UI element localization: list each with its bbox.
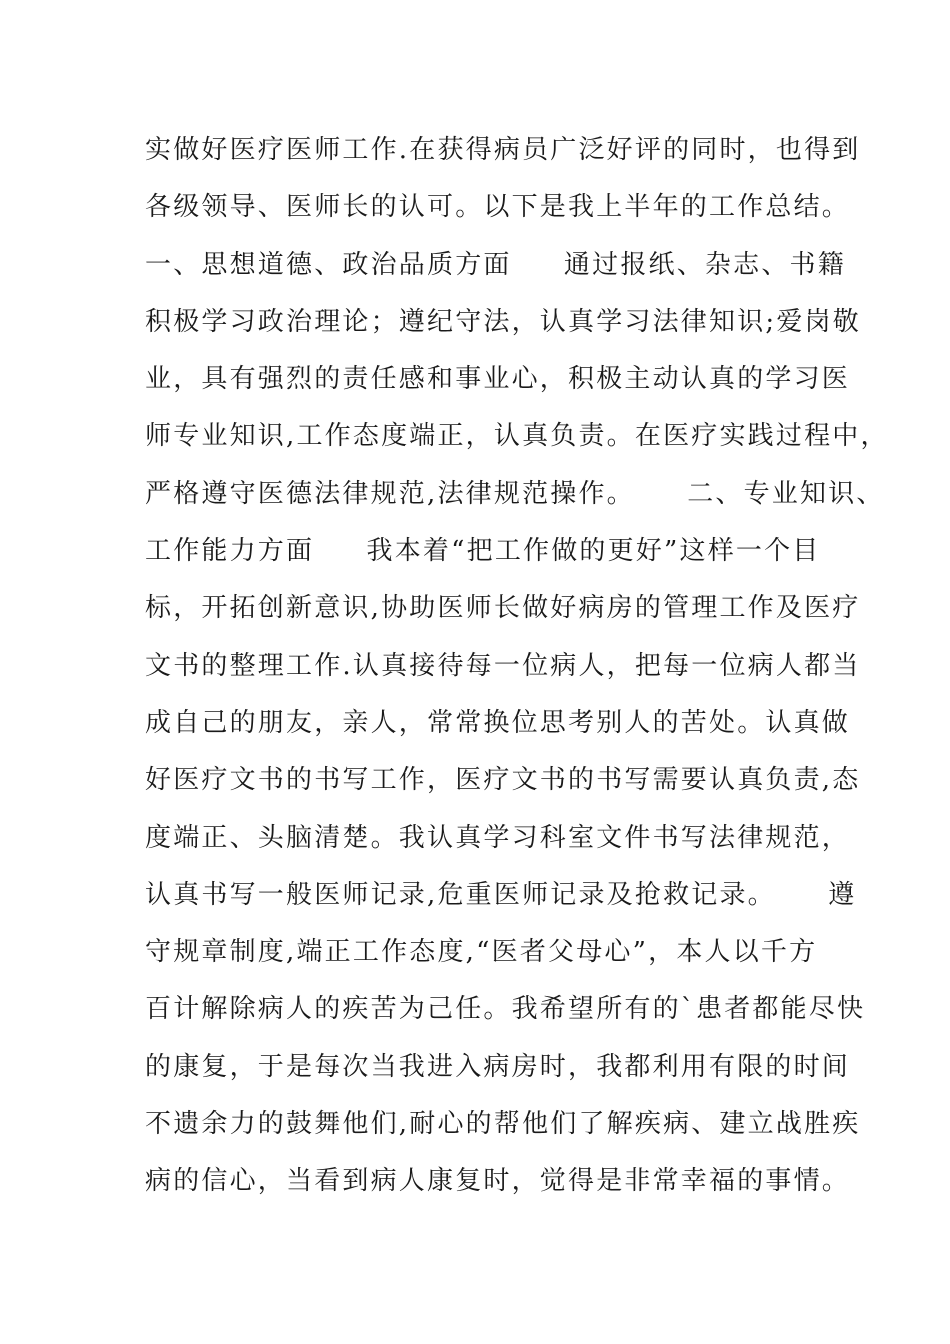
text-line: 标，开拓创新意识,协助医师长做好病房的管理工作及医疗 xyxy=(145,593,861,624)
text-line: 百计解除病人的疾苦为己任。我希望所有的`患者都能尽快 xyxy=(145,994,866,1025)
text-line: 度端正、头脑清楚。我认真学习科室文件书写法律规范， xyxy=(145,822,851,853)
text-line: 一、思想道德、政治品质方面 通过报纸、杂志、书籍 xyxy=(145,249,846,280)
text-line: 文书的整理工作.认真接待每一位病人，把每一位病人都当 xyxy=(145,650,861,681)
text-line: 积极学习政治理论；遵纪守法，认真学习法律知识;爱岗敬 xyxy=(145,306,861,337)
text-line: 不遗余力的鼓舞他们,耐心的帮他们了解疾病、建立战胜疾 xyxy=(145,1109,861,1140)
text-line: 实做好医疗医师工作.在获得病员广泛好评的同时，也得到 xyxy=(145,135,861,165)
text-line: 病的信心，当看到病人康复时，觉得是非常幸福的事情。 xyxy=(145,1166,851,1197)
text-line: 守规章制度,端正工作态度,“医者父母心”，本人以千方 xyxy=(145,937,818,968)
text-line: 业，具有强烈的责任感和事业心，积极主动认真的学习医 xyxy=(145,364,851,395)
text-line: 师专业知识,工作态度端正，认真负责。在医疗实践过程中， xyxy=(145,421,889,452)
text-line: 严格遵守医德法律规范,法律规范操作。 二、专业知识、 xyxy=(145,478,885,509)
text-line: 的康复，于是每次当我进入病房时，我都利用有限的时间 xyxy=(145,1051,851,1082)
text-line: 认真书写一般医师记录,危重医师记录及抢救记录。 遵 xyxy=(145,879,857,910)
text-line: 各级领导、医师长的认可。以下是我上半年的工作总结。 xyxy=(145,192,851,223)
text-line: 好医疗文书的书写工作，医疗文书的书写需要认真负责,态 xyxy=(145,765,861,796)
body-text xyxy=(145,126,889,1215)
text-line: 成自己的朋友，亲人，常常换位思考别人的苦处。认真做 xyxy=(145,707,851,738)
text-line: 工作能力方面 我本着“把工作做的更好”这样一个目 xyxy=(145,536,821,567)
